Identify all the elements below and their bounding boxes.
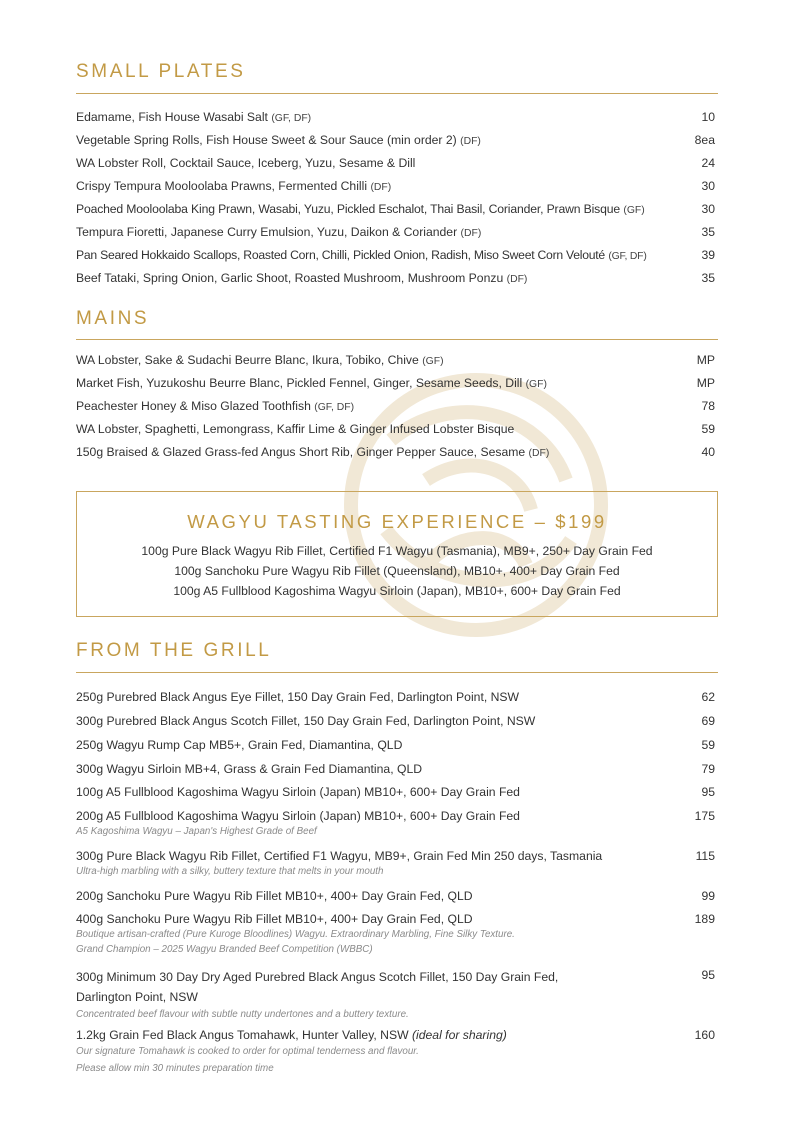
item-price: 62 xyxy=(701,690,715,704)
item-description: Boutique artisan-crafted (Pure Kuroge Bloodlines) Wagyu. Extraordinary Marbling, Fine Silky Texture. xyxy=(76,929,515,940)
item-price: 189 xyxy=(694,912,715,926)
menu-item xyxy=(76,761,718,777)
dietary-tag: (GF) xyxy=(525,379,547,390)
item-price: 115 xyxy=(695,849,715,863)
wagyu-tasting-line: 100g A5 Fullblood Kagoshima Wagyu Sirloin (Japan), MB10+, 600+ Day Grain Fed xyxy=(173,584,621,598)
item-name: Crispy Tempura Mooloolaba Prawns, Fermented Chilli xyxy=(76,179,368,193)
menu-item xyxy=(76,888,718,904)
item-name: 400g Sanchoku Pure Wagyu Rib Fillet MB10+, 400+ Day Grain Fed, QLD xyxy=(76,912,473,926)
item-name: WA Lobster, Sake & Sudachi Beurre Blanc, Ikura, Tobiko, Chive xyxy=(76,353,419,367)
menu-item xyxy=(76,270,718,288)
item-price: 30 xyxy=(701,179,715,193)
item-name: Market Fish, Yuzukoshu Beurre Blanc, Pickled Fennel, Ginger, Sesame Seeds, Dill xyxy=(76,376,523,390)
item-description: Grand Champion – 2025 Wagyu Branded Beef Competition (WBBC) xyxy=(76,944,373,955)
item-name: WA Lobster Roll, Cocktail Sauce, Iceberg, Yuzu, Sesame & Dill xyxy=(76,156,416,170)
menu-item xyxy=(76,737,718,753)
item-name: 1.2kg Grain Fed Black Angus Tomahawk, Hunter Valley, NSW xyxy=(76,1028,409,1042)
menu-item xyxy=(76,911,718,957)
item-price: 99 xyxy=(701,889,715,903)
item-name: 100g A5 Fullblood Kagoshima Wagyu Sirloin (Japan) MB10+, 600+ Day Grain Fed xyxy=(76,785,520,799)
item-name: 250g Wagyu Rump Cap MB5+, Grain Fed, Diamantina, QLD xyxy=(76,738,403,752)
dietary-tag: (GF) xyxy=(623,205,645,216)
wagyu-tasting-line: 100g Pure Black Wagyu Rib Fillet, Certified F1 Wagyu (Tasmania), MB9+, 250+ Day Grain Fed xyxy=(141,544,653,558)
dietary-tag: (DF) xyxy=(528,448,550,459)
section-divider xyxy=(76,339,718,340)
item-name-continued: Darlington Point, NSW xyxy=(76,990,198,1004)
item-price: 30 xyxy=(701,202,715,216)
dietary-tag: (DF) xyxy=(460,228,482,239)
menu-item xyxy=(76,132,718,150)
dietary-tag: (DF) xyxy=(460,136,481,147)
item-price: 95 xyxy=(701,785,715,799)
menu-item xyxy=(76,109,718,127)
item-note: (ideal for sharing) xyxy=(411,1028,507,1042)
item-name: 300g Pure Black Wagyu Rib Fillet, Certified F1 Wagyu, MB9+, Grain Fed Min 250 days, Tasmania xyxy=(76,849,603,863)
item-price: 40 xyxy=(701,445,715,459)
item-name: WA Lobster, Spaghetti, Lemongrass, Kaffir Lime & Ginger Infused Lobster Bisque xyxy=(76,422,515,436)
dietary-tag: (GF, DF) xyxy=(608,251,647,262)
section-title-from-the-grill: FROM THE GRILL xyxy=(76,640,272,661)
item-price: MP xyxy=(696,353,715,367)
menu-item xyxy=(76,178,718,196)
item-name: 300g Purebred Black Angus Scotch Fillet, 150 Day Grain Fed, Darlington Point, NSW xyxy=(76,714,536,728)
section-divider xyxy=(76,672,718,673)
item-price: 160 xyxy=(694,1028,715,1042)
item-name: 250g Purebred Black Angus Eye Fillet, 150 Day Grain Fed, Darlington Point, NSW xyxy=(76,690,520,704)
item-name: 300g Wagyu Sirloin MB+4, Grass & Grain Fed Diamantina, QLD xyxy=(76,762,423,776)
item-name: Pan Seared Hokkaido Scallops, Roasted Corn, Chilli, Pickled Onion, Radish, Miso Sweet Corn Velouté xyxy=(76,248,605,262)
menu-item xyxy=(76,398,718,416)
dietary-tag: (GF, DF) xyxy=(314,402,355,413)
item-name: 300g Minimum 30 Day Dry Aged Purebred Black Angus Scotch Fillet, 150 Day Grain Fed, xyxy=(76,970,559,984)
menu-item xyxy=(76,713,718,729)
menu-item xyxy=(76,808,718,839)
menu-item xyxy=(76,247,718,265)
item-price: 39 xyxy=(701,248,715,262)
item-price: MP xyxy=(696,376,715,390)
item-description: Ultra-high marbling with a silky, buttery texture that melts in your mouth xyxy=(76,866,384,877)
item-description: A5 Kagoshima Wagyu – Japan's Highest Grade of Beef xyxy=(76,826,317,837)
item-price: 8ea xyxy=(694,133,715,147)
item-name: 200g Sanchoku Pure Wagyu Rib Fillet MB10+, 400+ Day Grain Fed, QLD xyxy=(76,889,473,903)
item-price: 79 xyxy=(701,762,715,776)
item-name: Edamame, Fish House Wasabi Salt xyxy=(76,110,268,124)
item-price: 10 xyxy=(701,110,715,124)
menu-item xyxy=(76,201,718,219)
item-price: 35 xyxy=(701,225,715,239)
dietary-tag: (DF) xyxy=(506,274,528,285)
menu-item xyxy=(76,1027,718,1077)
item-name: Peachester Honey & Miso Glazed Toothfish xyxy=(76,399,311,413)
menu-item xyxy=(76,848,718,879)
item-price: 175 xyxy=(694,809,715,823)
item-price: 59 xyxy=(701,738,715,752)
wagyu-tasting-title: WAGYU TASTING EXPERIENCE – $199 xyxy=(187,511,607,532)
menu-page xyxy=(76,0,718,1122)
menu-item xyxy=(76,444,718,462)
dietary-tag: (DF) xyxy=(370,182,392,193)
item-price: 35 xyxy=(701,271,715,285)
item-name: 200g A5 Fullblood Kagoshima Wagyu Sirloin (Japan) MB10+, 600+ Day Grain Fed xyxy=(76,809,520,823)
item-price: 78 xyxy=(701,399,715,413)
menu-item xyxy=(76,224,718,242)
menu-item xyxy=(76,784,718,800)
item-price: 69 xyxy=(701,714,715,728)
item-price: 24 xyxy=(701,156,715,170)
item-price: 95 xyxy=(701,968,715,982)
section-title-small-plates: SMALL PLATES xyxy=(76,61,246,82)
wagyu-tasting-box xyxy=(76,491,718,617)
menu-item xyxy=(76,421,718,437)
wagyu-tasting-line: 100g Sanchoku Pure Wagyu Rib Fillet (Queensland), MB10+, 400+ Day Grain Fed xyxy=(174,564,620,578)
item-price: 59 xyxy=(701,422,715,436)
item-description: Concentrated beef flavour with subtle nutty undertones and a buttery texture. xyxy=(76,1009,409,1020)
dietary-tag: (GF) xyxy=(422,356,444,367)
item-name: Beef Tataki, Spring Onion, Garlic Shoot, Roasted Mushroom, Mushroom Ponzu xyxy=(76,271,504,285)
menu-item xyxy=(76,352,718,370)
section-title-mains: MAINS xyxy=(76,308,150,329)
item-name: Vegetable Spring Rolls, Fish House Sweet & Sour Sauce (min order 2) xyxy=(76,133,457,147)
menu-item xyxy=(76,375,718,393)
menu-item xyxy=(76,689,718,705)
item-name: Poached Mooloolaba King Prawn, Wasabi, Yuzu, Pickled Eschalot, Thai Basil, Coriander, Prawn Bisque xyxy=(76,202,620,216)
menu-item xyxy=(76,155,718,171)
item-description: Please allow min 30 minutes preparation time xyxy=(76,1063,274,1074)
dietary-tag: (GF, DF) xyxy=(271,113,312,124)
section-divider xyxy=(76,93,718,94)
item-name: Tempura Fioretti, Japanese Curry Emulsion, Yuzu, Daikon & Coriander xyxy=(76,225,458,239)
menu-item xyxy=(76,967,718,1022)
item-description: Our signature Tomahawk is cooked to order for optimal tenderness and flavour. xyxy=(76,1046,419,1057)
item-name: 150g Braised & Glazed Grass-fed Angus Short Rib, Ginger Pepper Sauce, Sesame xyxy=(76,445,526,459)
